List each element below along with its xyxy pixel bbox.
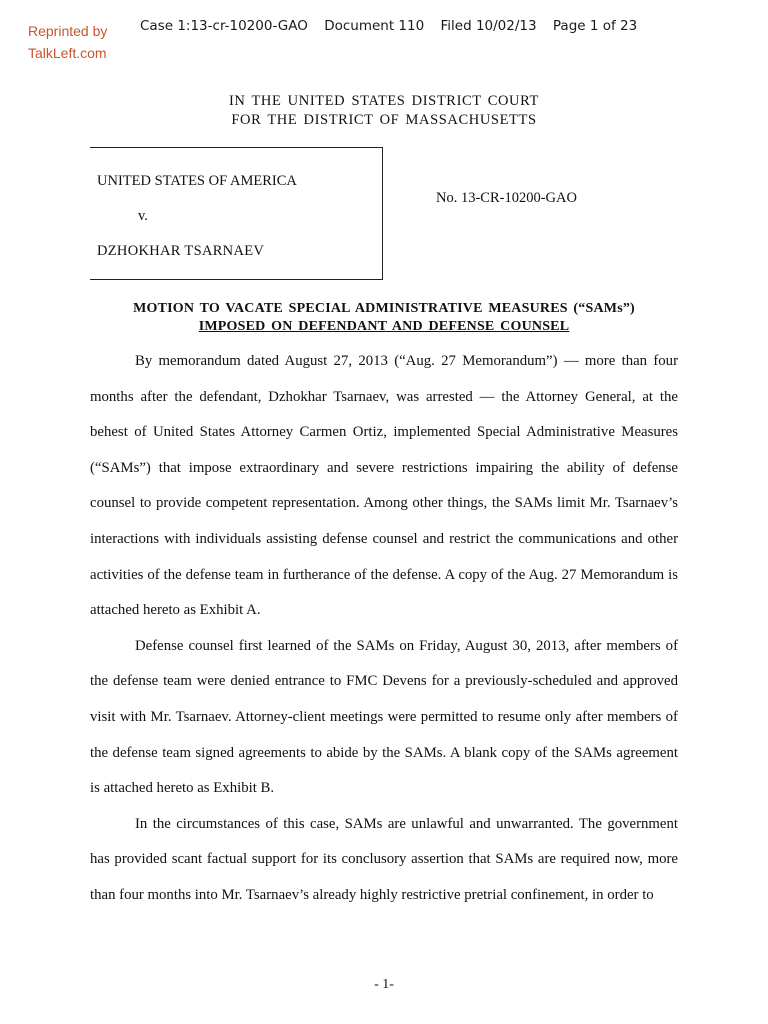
body-paragraph: In the circumstances of this case, SAMs are unlawful and unwarranted. The government has provided scant factual support for its conclusory assertion that SAMs are required now, more than four months into Mr. Tsarnaev’s already highly restrictive pretrial confinement, in order to [90,815,678,903]
court-name: IN THE UNITED STATES DISTRICT COURT [229,93,539,109]
case-number: No. 13-CR-10200-GAO [436,190,577,206]
ecf-document-number: Document 110 [324,18,425,34]
caption-versus: v. [138,208,148,224]
motion-title-line-1: MOTION TO VACATE SPECIAL ADMINISTRATIVE MEASURES (“SAMs”) [133,301,635,316]
case-caption-box [90,147,383,280]
body-paragraph: By memorandum dated August 27, 2013 (“Aug. 27 Memorandum”) — more than four months after the defendant, Dzhokhar Tsarnaev, was arrested — the Attorney General, at the behest of United States Attorney Carmen Ortiz, implemented Special Administrative Measures (“SAMs”) that impose extraordinary and severe restrictions impairing the ability of defense counsel to provide competent representation. Among other things, the SAMs limit Mr. Tsarnaev’s interactions with individuals assisting defense counsel and restrict the communications and other activities of the defense team in furtherance of the defense. A copy of the Aug. 27 Memorandum is attached hereto as Exhibit A. [90,353,678,619]
ecf-filed-date: Filed 10/02/13 [440,18,537,34]
reprint-line-2[interactable]: TalkLeft.com [28,45,107,61]
motion-title-line-2-text: IMPOSED ON DEFENDANT AND DEFENSE COUNSEL [198,319,570,334]
motion-body [90,344,678,914]
reprint-notice [28,20,107,64]
ecf-page-count: Page 1 of 23 [552,18,638,34]
motion-title [0,300,768,336]
body-paragraph: Defense counsel first learned of the SAMs on Friday, August 30, 2013, after members of the defense team were denied entrance to FMC Devens for a previously-scheduled and approved visit with Mr. Tsarnaev. Attorney-client meetings were permitted to resume only after members of the defense team signed agreements to abide by the SAMs. A blank copy of the SAMs agreement is attached hereto as Exhibit B. [90,637,678,797]
ecf-filing-header [140,18,637,34]
ecf-case-number: Case 1:13-cr-10200-GAO [140,18,308,34]
reprint-line-1: Reprinted by [28,23,108,39]
page-number: - 1- [374,977,394,992]
court-district: FOR THE DISTRICT OF MASSACHUSETTS [231,112,537,128]
caption-defendant: DZHOKHAR TSARNAEV [97,243,265,259]
motion-title-line-2 [0,318,768,336]
caption-plaintiff: UNITED STATES OF AMERICA [97,173,297,189]
court-heading [0,92,768,130]
